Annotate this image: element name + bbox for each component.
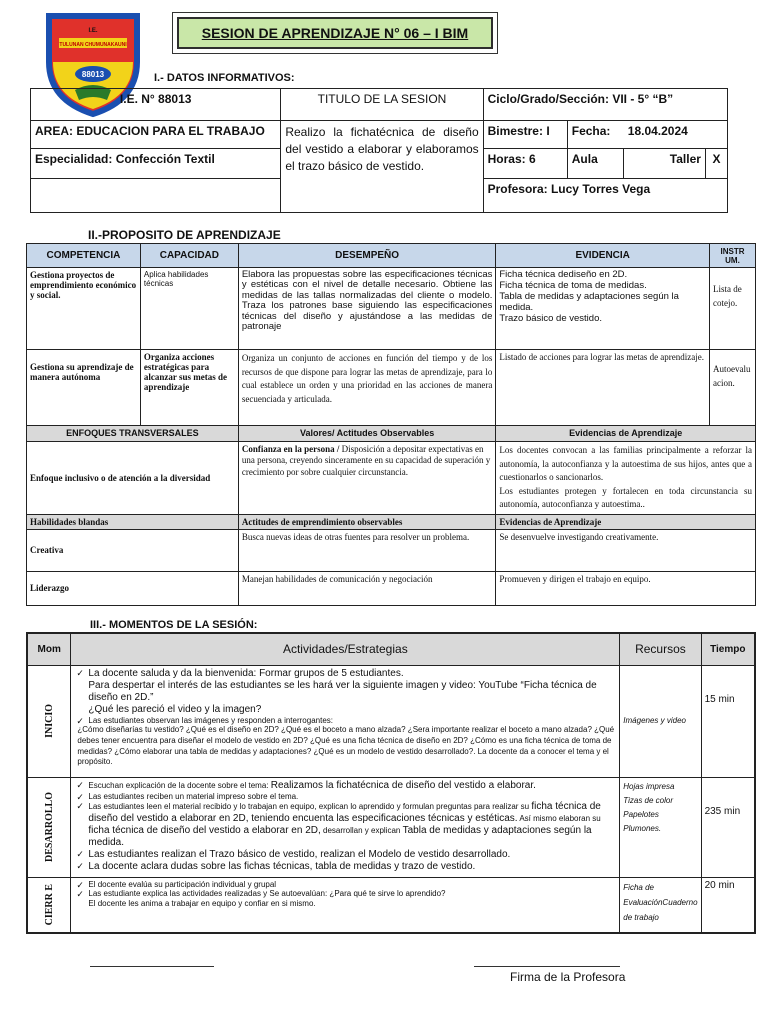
valor-cell — [238, 442, 496, 515]
check-icon: ✓ — [76, 801, 84, 812]
bimestre-cell: Bimestre: I — [483, 121, 567, 149]
aula-cell: Aula — [567, 149, 623, 179]
cierre-label-cell — [27, 877, 71, 933]
evidencia-liderazgo: Promueven y dirigen el trabajo en equipo. — [496, 571, 756, 605]
table-row — [27, 877, 755, 933]
list-item: ✓ Escuchan explicación de la docente sobre el tema: Realizamos la fichatécnica de diseño del vestido a elaborar. — [76, 779, 536, 791]
horas-cell: Horas: 6 — [483, 149, 567, 179]
row1-capacidad: Aplica habilidades técnicas — [140, 268, 238, 350]
table-row — [27, 665, 755, 777]
ciclo-cell: Ciclo/Grado/Sección: VII - 5° “B” — [483, 89, 727, 121]
inicio-recursos: Imágenes y video — [620, 665, 701, 777]
header-actividades: Actividades/Estrategias — [71, 633, 620, 665]
signature-line-right — [474, 966, 620, 967]
inicio-questions: ¿Cómo diseñarías tu vestido? ¿Qué es el diseño en 2D? ¿Qué es el boceto a mano alzada? ¿Sera importante realizar el boceto a mano alzada? ¿Qué debes tener encuentra para diseñar el modelo de vestido en 2D? ¿Qué es una ficha técnica de diseño en 2D? ¿Cómo es una ficha técnica de toma de medidas? ¿Cómo elaborar una tabla de medidas y adaptaciones? ¿Qué es un modelo de vestido desarrollado?. La docente da a conocer el tema y el propósito. — [77, 725, 615, 767]
desarrollo-recursos: Hojas impresa Tizas de color Papelotes Plumones. — [620, 777, 701, 877]
titulo-label: TITULO DE LA SESION — [281, 89, 483, 121]
header-competencia: COMPETENCIA — [27, 244, 141, 268]
desarrollo-tiempo: 235 min — [701, 777, 755, 877]
cierre-l2b: El docente les anima a trabajar en equipo y confiar en si mismo. — [88, 898, 316, 908]
row1-desempeno: Elabora las propuestas sobre las especificaciones técnicas y estéticas con el nivel de detalle necesario. Obtiene las medidas de las tallas normalizadas del cliente o modelo. Traza los patrones base siguiendo las especificaciones técnicas del diseño y ajustándose a las medidas de patronaje — [238, 268, 496, 350]
desarrollo-label-cell — [27, 777, 71, 877]
table-row — [27, 529, 756, 571]
habilidad-creativa: Creativa — [27, 529, 239, 571]
fecha-cell — [567, 121, 727, 149]
list-item: ✓ Las estudiantes realizan el Trazo básico de vestido, realizan el Modelo de vestido desarrollado. — [76, 849, 511, 861]
valores-header: Valores/ Actitudes Observables — [238, 426, 496, 442]
check-icon: ✓ — [76, 715, 84, 726]
desarrollo-label: DESARROLLO — [43, 791, 55, 862]
actitudes-header: Actitudes de emprendimiento observables — [238, 514, 496, 529]
cierre-label: CIERR E — [43, 884, 55, 926]
list-item: ✓ La docente aclara dudas sobre las fichas técnicas, tabla de medidas y trazo de vestido. — [76, 861, 476, 873]
valor-text: Disposición a depositar expectativas en una persona, creyendo sinceramente en su capacidad de superación y crecimiento por sobre cualquier circunstancia. — [241, 444, 491, 477]
evidencias-header: Evidencias de Aprendizaje — [496, 426, 756, 442]
table-row — [27, 777, 755, 877]
titulo-text: Realizo la fichatécnica de diseño del vestido a elaborar y elaboramos el trazo básico de vestido. — [281, 121, 483, 213]
signature-line-left — [90, 966, 214, 967]
check-icon: ✓ — [76, 791, 84, 802]
profesora-cell: Profesora: Lucy Torres Vega — [483, 179, 727, 213]
header-tiempo: Tiempo — [701, 633, 755, 665]
momentos-table — [26, 632, 756, 934]
taller-cell: Taller — [623, 149, 705, 179]
cierre-recursos: Ficha de EvaluaciónCuaderno de trabajo — [620, 877, 701, 933]
inicio-label-cell — [27, 665, 71, 777]
check-icon: ✓ — [76, 779, 84, 790]
section2-title: II.-PROPOSITO DE APRENDIZAJE — [88, 228, 281, 242]
header-desempeno: DESEMPEÑO — [238, 244, 496, 268]
row2-evidencia: Listado de acciones para lograr las metas de aprendizaje. — [496, 350, 710, 426]
cierre-activities — [71, 877, 620, 933]
inicio-l1c: ¿Qué les pareció el video y la imagen? — [88, 703, 262, 715]
check-icon: ✓ — [76, 889, 84, 900]
actitud-creativa: Busca nuevas ideas de otras fuentes para resolver un problema. — [238, 529, 496, 571]
check-icon: ✓ — [76, 879, 84, 890]
check-icon: ✓ — [76, 667, 84, 678]
row2-desempeno: Organiza un conjunto de acciones en función del tiempo y de los recursos de que dispone para lograr las metas de aprendizaje, para lo cual establece un orden y una prioridad en las acciones de manera secuenciada y articulada. — [238, 350, 496, 426]
list-item: ✓ El docente evalúa su participación individual y grupal — [76, 879, 277, 890]
especialidad-cell: Especialidad: Confección Textil — [31, 149, 281, 179]
row1-competencia: Gestiona proyectos de emprendimiento económico y social. — [27, 268, 141, 350]
section1-title: I.- DATOS INFORMATIVOS: — [154, 72, 295, 84]
list-item: ✓ Las estudiantes observan las imágenes y responden a interrogantes: — [76, 715, 333, 726]
header-instrumento: INSTR UM. — [710, 244, 756, 268]
check-icon: ✓ — [76, 849, 84, 860]
inicio-tiempo: 15 min — [701, 665, 755, 777]
row2-instrumento: Autoevaluacion. — [710, 350, 756, 426]
header-mom: Mom — [27, 633, 71, 665]
area-cell: AREA: EDUCACION PARA EL TRABAJO — [31, 121, 281, 149]
taller-mark: X — [705, 149, 727, 179]
enfoque-evidencia: Los docentes convocan a las familias principalmente a reforzar la autonomía, la autoconfianza y la autoestima de sus hijos, antes que a cuestionarlos o sancionarlos. Los estudiantes protegen y fortalecen en toda circunstancia su autonomía, autoconfianza y autoestima.. — [496, 442, 756, 515]
row2-competencia: Gestiona su aprendizaje de manera autónoma — [27, 350, 141, 426]
session-title: SESION DE APRENDIZAJE N° 06 – I BIM — [177, 17, 493, 49]
table-row — [27, 571, 756, 605]
ie-cell: I.E. N° 88013 — [31, 89, 281, 121]
inicio-l1b: Para despertar el interés de las estudiantes se les hará ver la siguiente imagen y video: YouTube “Ficha técnica de diseño en 2D.” — [88, 679, 597, 703]
enfoque-cell: Enfoque inclusivo o de atención a la diversidad — [27, 442, 239, 515]
desarrollo-activities — [71, 777, 620, 877]
row2-capacidad: Organiza acciones estratégicas para alcanzar sus metas de aprendizaje — [140, 350, 238, 426]
enfoques-header: ENFOQUES TRANSVERSALES — [27, 426, 239, 442]
valor-bold: Confianza en la persona / — [241, 444, 340, 454]
check-icon: ✓ — [76, 861, 84, 872]
inicio-label: INICIO — [43, 704, 55, 738]
datos-table — [30, 88, 728, 213]
habilidad-liderazgo: Liderazgo — [27, 571, 239, 605]
logo-number: 88013 — [81, 70, 105, 79]
list-item: ✓ La docente saluda y da la bienvenida: Formar grupos de 5 estudiantes. Para despertar el interés de las estudiantes se les hará ver la siguiente imagen y video: YouTube “Ficha técnica de diseño en 2D.” ¿Qué les pareció el video y la imagen? — [74, 668, 616, 716]
header-capacidad: CAPACIDAD — [140, 244, 238, 268]
header-recursos: Recursos — [620, 633, 701, 665]
habilidades-header: Habilidades blandas — [27, 514, 239, 529]
list-item: ✓ Las estudiante explica las actividades realizadas y Se autoevalúan: ¿Para qué te sirve lo aprendido? El docente les anima a trabajar en equipo y confiar en si mismo. — [74, 889, 616, 908]
list-item: ✓ Las estudiantes leen el material recibido y lo trabajan en equipo, explican lo aprendido y formulan preguntas para realizar su ficha técnica de diseño del vestido a elaborar en 2D, teniendo encuenta las especificaciones técnicas y estéticas. Así mismo elaboran su ficha técnica de diseño del vestido a elaborar en 2D, desarrollan y explican Tabla de medidas y adaptaciones según la medida. — [76, 801, 601, 849]
title-frame — [172, 12, 498, 54]
logo-top-text: I.E. — [88, 28, 98, 34]
actitud-liderazgo: Manejan habilidades de comunicación y negociación — [238, 571, 496, 605]
table-row — [27, 268, 756, 350]
section3-title: III.- MOMENTOS DE LA SESIÓN: — [90, 619, 258, 631]
list-item: ✓ Las estudiantes reciben un material impreso sobre el tema. — [76, 791, 299, 802]
fecha-label: Fecha: — [571, 124, 611, 138]
header-evidencia: EVIDENCIA — [496, 244, 710, 268]
row1-instrumento: Lista de cotejo. — [710, 268, 756, 350]
logo-school-text: TULUNAN CHUMUNAKAUNI — [59, 42, 127, 48]
cierre-tiempo: 20 min — [701, 877, 755, 933]
habilidades-evidencias-header: Evidencias de Aprendizaje — [496, 514, 756, 529]
fecha-value: 18.04.2024 — [627, 124, 688, 138]
empty-cell — [31, 179, 281, 213]
evidencia-creativa: Se desenvuelve investigando creativamente. — [496, 529, 756, 571]
inicio-activities — [71, 665, 620, 777]
row1-evidencia: Ficha técnica dediseño en 2D. Ficha técnica de toma de medidas. Tabla de medidas y adaptaciones según la medida. Trazo básico de vestido. — [496, 268, 710, 350]
firma-label: Firma de la Profesora — [510, 970, 626, 984]
table-row — [27, 350, 756, 426]
proposito-table — [26, 243, 756, 606]
